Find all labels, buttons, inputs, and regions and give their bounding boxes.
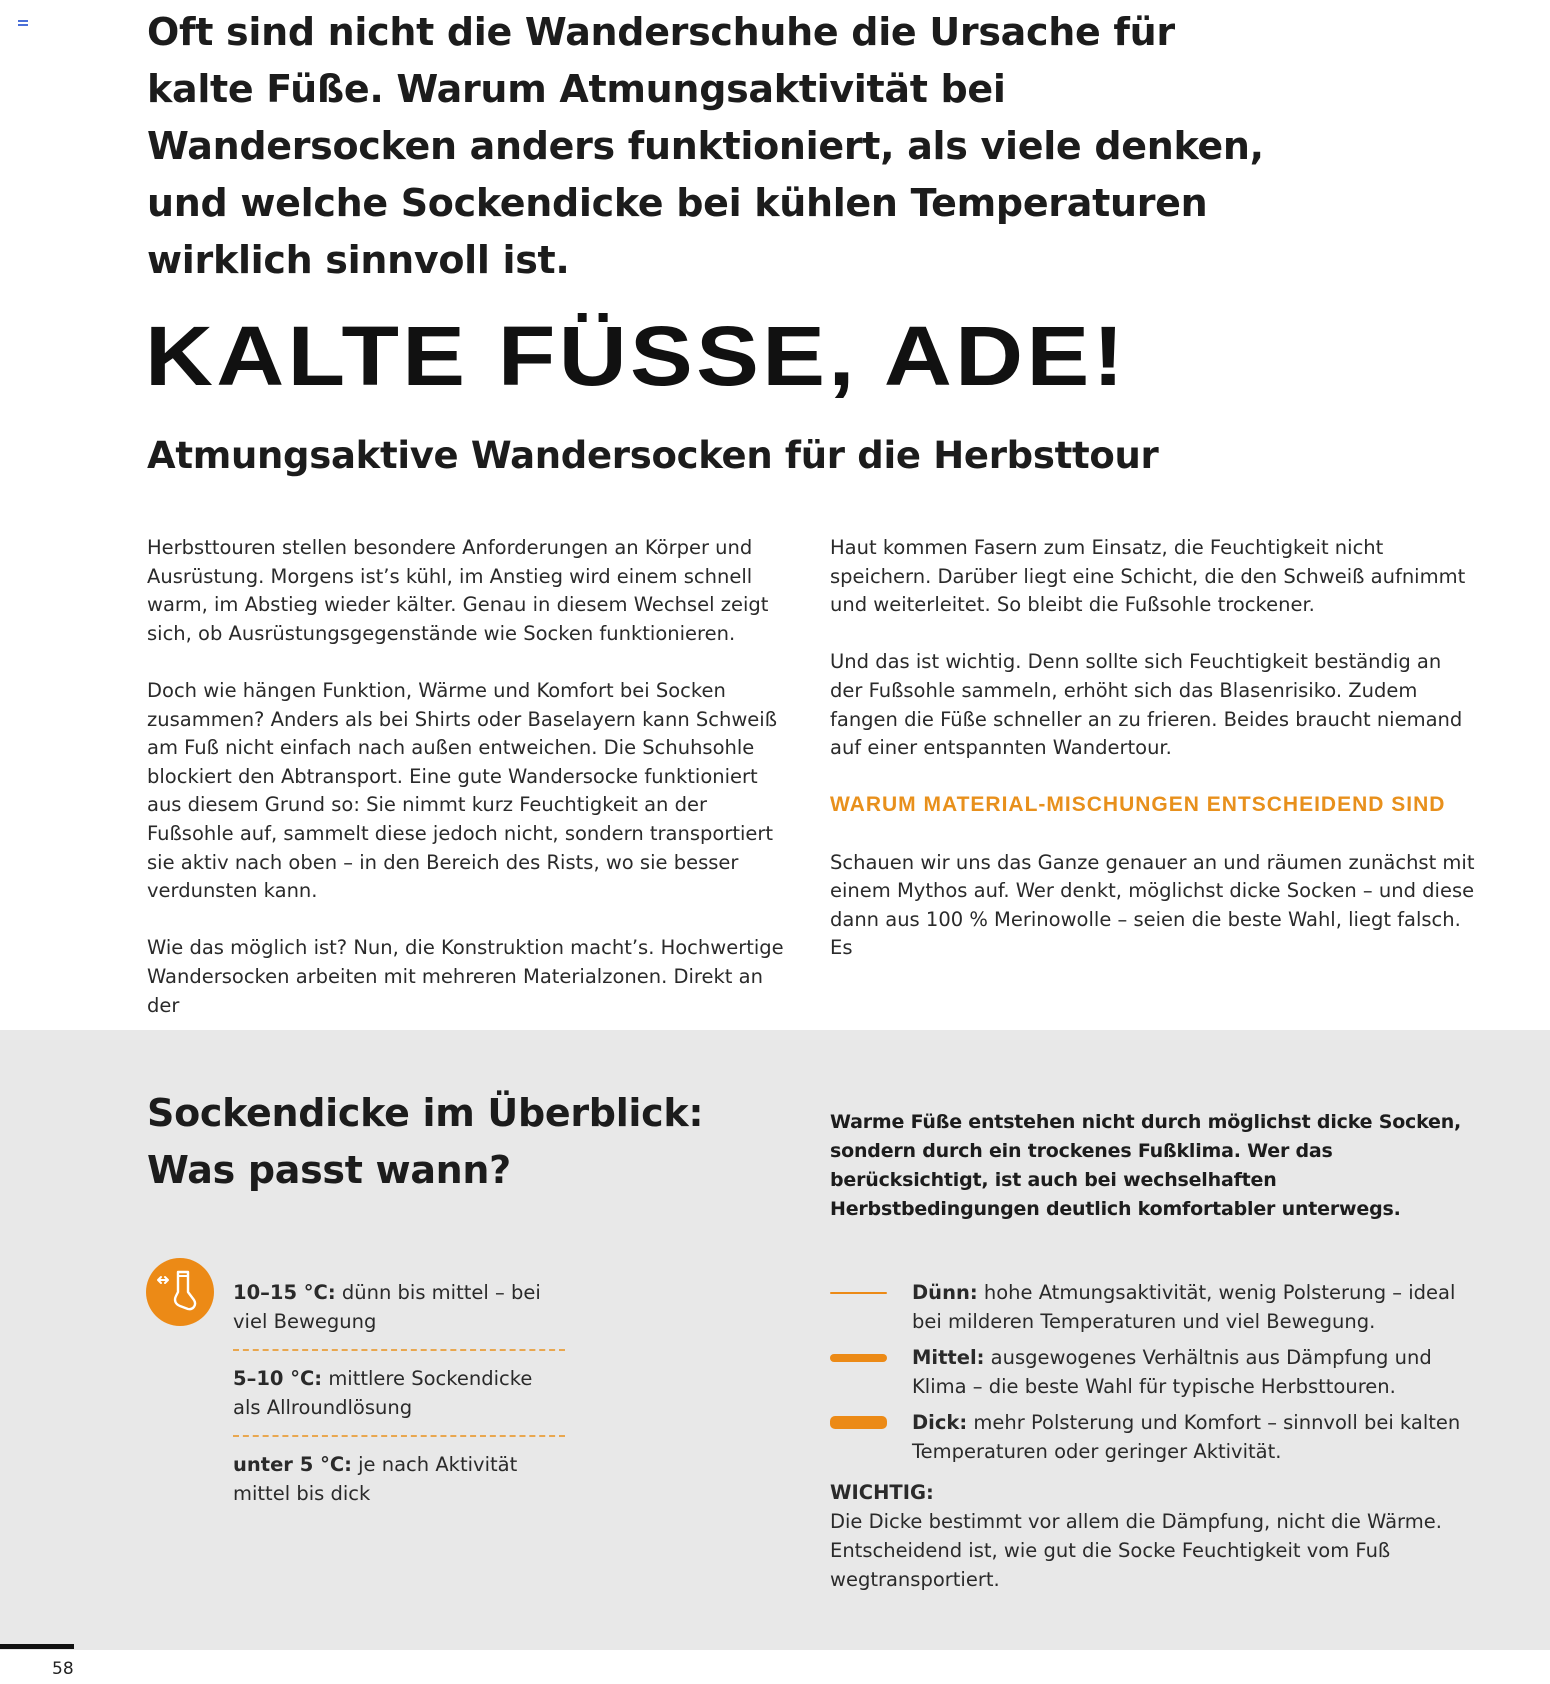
thickness-text: mehr Polsterung und Komfort – sinnvoll bei kalten Temperaturen oder geringer Aktivität.: [912, 1411, 1461, 1463]
paragraph: Wie das möglich ist? Nun, die Konstruktion macht’s. Hochwertige Wandersocken arbeiten mit mehreren Materialzonen. Direkt an der: [147, 936, 784, 1017]
body-column-right: [830, 534, 1478, 992]
important-note: [830, 1478, 1450, 1594]
thickness-label: Dünn:: [912, 1281, 978, 1304]
important-text: Die Dicke bestimmt vor allem die Dämpfung, nicht die Wärme. Entscheidend ist, wie gut die Socke Feuchtigkeit vom Fuß wegtransportiert.: [830, 1510, 1442, 1591]
thickness-item: [830, 1278, 1490, 1336]
thickness-label: Dick:: [912, 1411, 968, 1434]
temperature-label: unter 5 °C:: [233, 1453, 352, 1476]
thickness-label: Mittel:: [912, 1346, 985, 1369]
sock-temperature-icon: [146, 1258, 214, 1326]
paragraph: Herbsttouren stellen besondere Anforderungen an Körper und Ausrüstung. Morgens ist’s kühl, im Anstieg wird einem schnell warm, im Abstieg wieder kälter. Genau in diesem Wechsel zeigt sich, ob Ausrüstungsgegenstände wie Socken funktionieren.: [147, 536, 769, 645]
thin-line-icon: [830, 1292, 887, 1294]
temperature-list: [233, 1278, 565, 1534]
footer-bar: [0, 1644, 74, 1649]
temperature-text: je nach Aktivität mittel bis dick: [233, 1453, 518, 1505]
thickness-item: [830, 1343, 1490, 1401]
corner-mark-icon: [18, 20, 28, 27]
page-number: 58: [52, 1659, 74, 1679]
temperature-label: 5–10 °C:: [233, 1367, 323, 1390]
info-box-title-line: Was passt wann?: [147, 1148, 511, 1192]
body-column-left: [147, 534, 795, 1049]
thickness-text: hohe Atmungsaktivität, wenig Polsterung – ideal bei milderen Temperaturen und viel Bewegung.: [912, 1281, 1456, 1333]
page-title: KALTE FÜSSE, ADE!: [145, 309, 1128, 403]
temperature-text: mittlere Sockendicke als Allroundlösung: [233, 1367, 533, 1419]
paragraph: Haut kommen Fasern zum Einsatz, die Feuchtigkeit nicht speichern. Darüber liegt eine Schicht, die den Schweiß aufnimmt und weiterleitet. So bleibt die Fußsohle trockener.: [830, 536, 1466, 617]
info-box-title-line: Sockendicke im Überblick:: [147, 1091, 704, 1135]
thickness-text: ausgewogenes Verhältnis aus Dämpfung und Klima – die beste Wahl für typische Herbsttouren.: [912, 1346, 1432, 1398]
info-box-quote: Warme Füße entstehen nicht durch möglichst dicke Socken, sondern durch ein trockenes Fußklima. Wer das berücksichtigt, ist auch bei wechselhaften Herbstbedingungen deutlich komfortabler unterwegs.: [830, 1111, 1462, 1220]
temperature-label: 10–15 °C:: [233, 1281, 336, 1304]
page-subtitle: Atmungsaktive Wandersocken für die Herbsttour: [147, 434, 1159, 477]
paragraph: Doch wie hängen Funktion, Wärme und Komfort bei Socken zusammen? Anders als bei Shirts oder Baselayern kann Schweiß am Fuß nicht einfach nach außen entweichen. Die Schuhsohle blockiert den Abtransport. Eine gute Wandersocke funktioniert aus diesem Grund so: Sie nimmt kurz Feuchtigkeit an der Fußsohle auf, sammelt diese jedoch nicht, sondern transportiert sie aktiv nach oben – in den Bereich des Rists, wo sie besser verdunsten kann.: [147, 678, 777, 903]
info-box-title: [147, 1085, 747, 1199]
temperature-item: [233, 1278, 565, 1351]
thickness-item: [830, 1408, 1490, 1466]
section-heading: WARUM MATERIAL-MISCHUNGEN ENTSCHEIDEND SIND: [830, 793, 1446, 817]
thick-line-icon: [830, 1416, 887, 1429]
important-label: WICHTIG:: [830, 1481, 934, 1504]
temperature-item: [233, 1364, 565, 1437]
medium-line-icon: [830, 1354, 887, 1362]
temperature-item: [233, 1450, 565, 1521]
intro-text: Oft sind nicht die Wanderschuhe die Ursache für kalte Füße. Warum Atmungsaktivität bei Wandersocken anders funktioniert, als viele denken, und welche Sockendicke bei kühlen Temperaturen wirklich sinnvoll ist.: [147, 10, 1264, 282]
temperature-text: dünn bis mittel – bei viel Bewegung: [233, 1281, 541, 1333]
paragraph: Und das ist wichtig. Denn sollte sich Feuchtigkeit beständig an der Fußsohle sammeln, erhöht sich das Blasenrisiko. Zudem fangen die Füße schneller an zu frieren. Beides braucht niemand auf einer entspannten Wandertour.: [830, 650, 1463, 760]
thickness-list: [830, 1278, 1490, 1473]
paragraph: Schauen wir uns das Ganze genauer an und räumen zunächst mit einem Mythos auf. Wer denkt, möglichst dicke Socken – und diese dann aus 100 % Merinowolle – seien die beste Wahl, liegt falsch. Es: [830, 850, 1475, 960]
